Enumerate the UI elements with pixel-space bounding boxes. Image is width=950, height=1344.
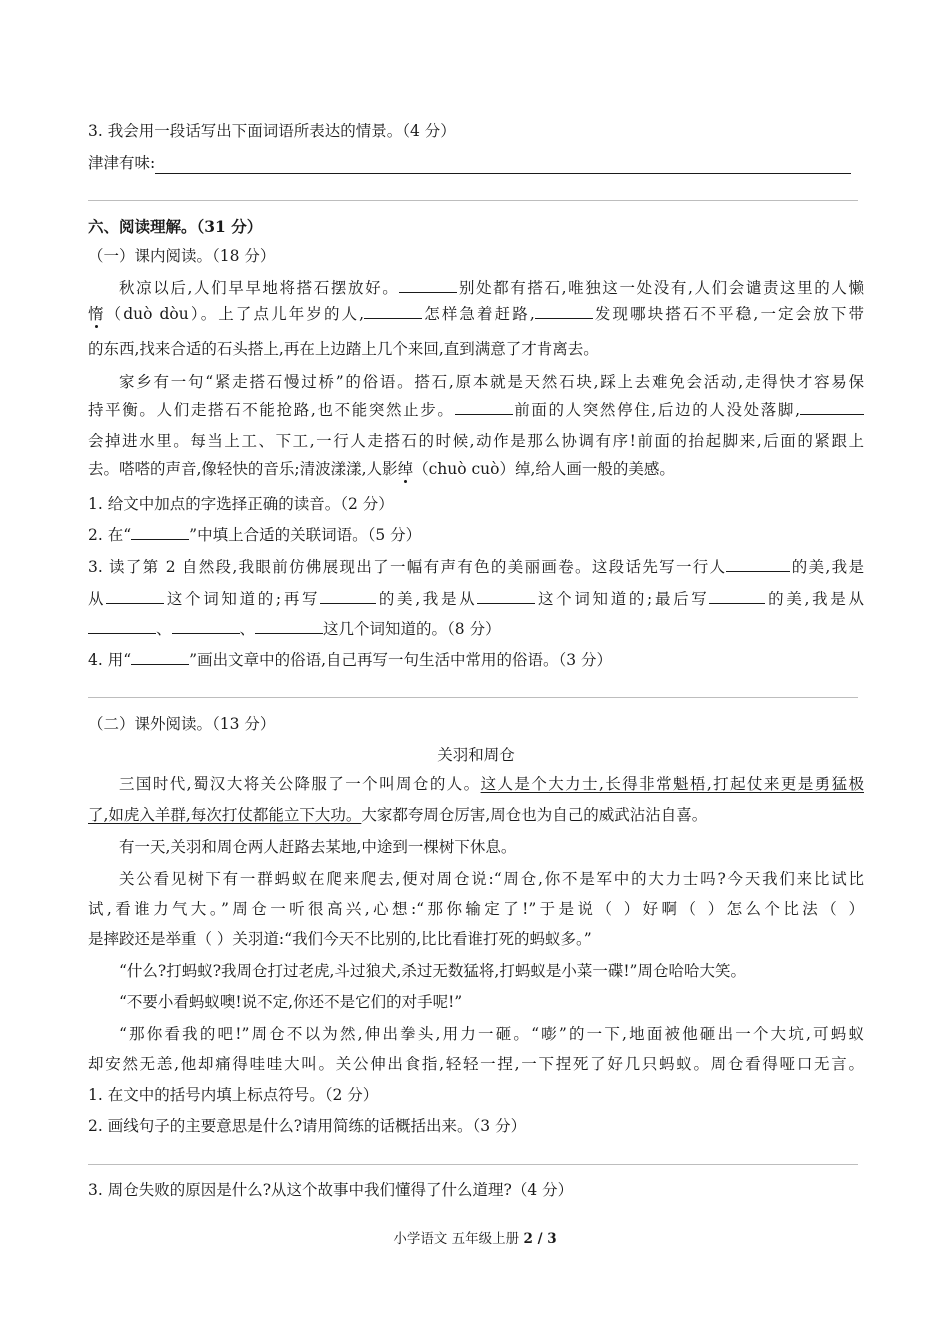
blank[interactable] [364, 303, 422, 319]
answer-line[interactable] [88, 200, 858, 201]
text: 从 [88, 590, 107, 608]
underlined-sentence: 这人是个大力士,长得非常魁梧,打起仗来更是勇猛极 [480, 775, 864, 793]
page-number: 2 / 3 [523, 1231, 557, 1247]
text: 这几个词知道的。（8 分） [323, 620, 501, 638]
part2-question-1: 1. 在文中的括号内填上标点符号。（2 分） [88, 1086, 379, 1104]
story-p3-line3: 是摔跤还是举重（ ）关羽道:“我们今天不比别的,比比看谁打死的蚂蚁多。” [88, 930, 592, 948]
text: 秋凉以后,人们早早地将搭石摆放好。 [119, 279, 400, 297]
blank[interactable] [320, 588, 376, 604]
text: （chuò cuò）绰,给人画一般的美感。 [413, 460, 675, 478]
text: 去。嗒嗒的声音,像轻快的音乐;清波漾漾,人影 [88, 460, 398, 478]
blank[interactable] [455, 399, 513, 415]
answer-line[interactable] [88, 1164, 858, 1165]
passage1-p2-line1: 家乡有一句“紧走搭石慢过桥”的俗语。搭石,原本就是天然石块,踩上去难免会活动,走得快才容易保 [119, 373, 864, 391]
story-p1-line1 [88, 773, 864, 795]
text: 的美,我是从 [765, 590, 864, 608]
text: 3. 读了第 2 自然段,我眼前仿佛展现出了一幅有声有色的美丽画卷。这段话先写一行人 [88, 558, 727, 576]
text: 前面的人突然停住,后边的人没处落脚, [512, 401, 800, 419]
part1-question-1: 1. 给文中加点的字选择正确的读音。（2 分） [88, 495, 394, 513]
blank[interactable] [131, 524, 189, 540]
passage1-p2-line3: 会掉进水里。每当上工、下工,一行人走搭石的时候,动作是那么协调有序!前面的抬起脚来,后面的紧跟上 [88, 432, 864, 450]
text: ”画出文章中的俗语,自己再写一句生活中常用的俗语。（3 分） [189, 651, 613, 669]
answer-blank[interactable] [155, 157, 851, 174]
blank[interactable] [800, 399, 864, 415]
dotted-char: 惰 [88, 305, 106, 323]
story-p6-line1: “那你看我的吧!”周仓不以为然,伸出拳头,用力一砸。“嘭”的一下,地面被他砸出一个大坑,可蚂蚁 [119, 1025, 864, 1043]
story-p3-line1: 关公看见树下有一群蚂蚁在爬来爬去,便对周仓说:“周仓,你不是军中的大力士吗?今天我们来比试比 [119, 870, 864, 888]
text: 、 [156, 620, 172, 638]
blank[interactable] [255, 618, 323, 634]
text: ”中填上合适的关联词语。（5 分） [189, 526, 422, 544]
passage1-p1-line1 [88, 277, 864, 299]
page-footer [0, 1227, 950, 1247]
blank[interactable] [172, 618, 240, 634]
text: 2. 在“ [88, 526, 132, 544]
part1-question-3-line3 [88, 618, 501, 640]
blank[interactable] [88, 618, 156, 634]
underlined-sentence: 了,如虎入羊群,每次打仗都能立下大功。 [88, 806, 362, 824]
part-2-title: （二）课外阅读。（13 分） [88, 715, 276, 733]
blank[interactable] [399, 277, 457, 293]
part-1-title: （一）课内阅读。（18 分） [88, 247, 276, 265]
word-line-jinjinyouwei [88, 152, 851, 174]
blank[interactable] [535, 303, 593, 319]
text: 这个词知道的;最后写 [535, 590, 710, 608]
passage1-p1-line2 [88, 303, 864, 325]
answer-line[interactable] [88, 697, 858, 698]
question-3-write: 3. 我会用一段话写出下面词语所表达的情景。（4 分） [88, 122, 456, 140]
dotted-char: 绰 [397, 460, 414, 478]
text: 4. 用“ [88, 651, 132, 669]
text: 、 [239, 620, 256, 638]
blank[interactable] [709, 588, 765, 604]
word-label: 津津有味: [88, 154, 156, 172]
part2-question-3: 3. 周仓失败的原因是什么?从这个故事中我们懂得了什么道理?（4 分） [88, 1181, 574, 1199]
story-title: 关羽和周仓 [437, 746, 515, 764]
blank[interactable] [131, 649, 189, 665]
story-p1-line2 [88, 804, 707, 826]
text: 三国时代,蜀汉大将关公降服了一个叫周仓的人。 [119, 775, 481, 793]
footer-text: 小学语文 五年级上册 [393, 1231, 524, 1247]
part1-question-4 [88, 649, 612, 671]
passage1-p2-line4 [88, 458, 675, 480]
part1-question-3-line1 [88, 556, 864, 578]
text: 大家都夸周仓厉害,周仓也为自己的威武沾沾自喜。 [361, 806, 708, 824]
story-p2: 有一天,关羽和周仓两人赶路去某地,中途到一棵树下休息。 [119, 838, 517, 856]
text: 持平衡。人们走搭石不能抢路,也不能突然止步。 [88, 401, 455, 419]
text: 发现哪块搭石不平稳,一定会放下带 [592, 305, 864, 323]
text: （duò dòu）。上了点儿年岁的人, [105, 305, 365, 323]
story-p4: “什么?打蚂蚁?我周仓打过老虎,斗过狼犬,杀过无数猛将,打蚂蚁是小菜一碟!”周仓哈哈大笑。 [119, 962, 746, 980]
part2-question-2: 2. 画线句子的主要意思是什么?请用简练的话概括出来。（3 分） [88, 1117, 527, 1135]
story-p5: “不要小看蚂蚁噢!说不定,你还不是它们的对手呢!” [119, 993, 463, 1011]
story-p6-line2: 却安然无恙,他却痛得哇哇大叫。关公伸出食指,轻轻一捏,一下捏死了好几只蚂蚁。周仓看得哑口无言。 [88, 1055, 864, 1073]
passage1-p1-line3: 的东西,找来合适的石头搭上,再在上边踏上几个来回,直到满意了才肯离去。 [88, 340, 599, 358]
text: 别处都有搭石,唯独这一处没有,人们会谴责这里的人懒 [457, 279, 864, 297]
part1-question-2 [88, 524, 421, 546]
text: 这个词知道的;再写 [164, 590, 321, 608]
text: 的美,我是从 [376, 590, 478, 608]
passage1-p2-line2 [88, 399, 864, 421]
text: 的美,我是 [790, 558, 864, 576]
part1-question-3-line2 [88, 588, 864, 610]
blank[interactable] [726, 556, 790, 572]
story-p3-line2: 试,看谁力气大。”周仓一听很高兴,心想:“那你输定了!”于是说（ ）好啊（ ）怎么个比法（ ） [88, 900, 864, 918]
text: 怎样急着赶路, [422, 305, 535, 323]
section-6-title: 六、阅读理解。（31 分） [88, 217, 263, 236]
blank[interactable] [477, 588, 535, 604]
blank[interactable] [106, 588, 164, 604]
